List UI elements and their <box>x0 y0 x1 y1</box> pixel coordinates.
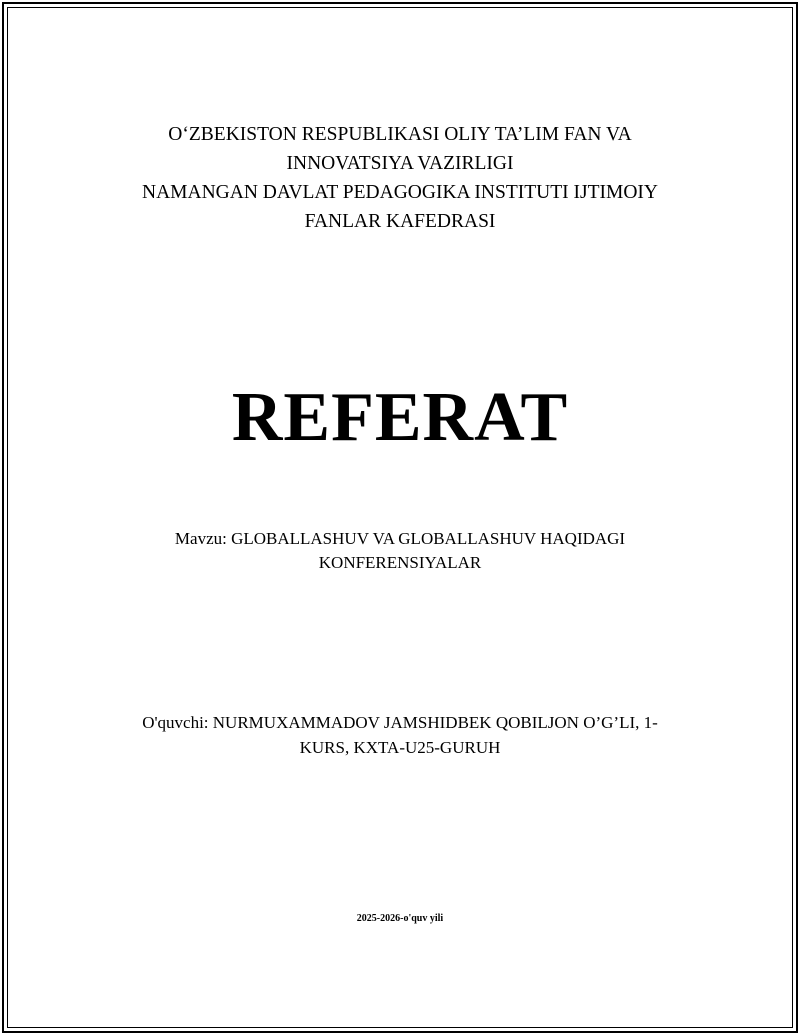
student-line: KURS, KXTA-U25-GURUH <box>299 738 501 757</box>
topic-line: KONFERENSIYALAR <box>318 553 482 572</box>
header-line: NAMANGAN DAVLAT PEDAGOGIKA INSTITUTI IJTIMOIY <box>142 182 658 203</box>
header-line: FANLAR KAFEDRASI <box>304 211 496 232</box>
student-line: O'quvchi: NURMUXAMMADOV JAMSHIDBEK QOBILJON O’G’LI, 1- <box>142 713 658 732</box>
academic-year: 2025-2026-o'quv yili <box>356 913 444 924</box>
ministry-header <box>0 120 800 236</box>
document-title: REFERAT <box>231 379 569 456</box>
header-line: O‘ZBEKISTON RESPUBLIKASI OLIY TA’LIM FAN VA <box>168 124 632 145</box>
student-info <box>0 710 800 760</box>
topic-line: Mavzu: GLOBALLASHUV VA GLOBALLASHUV HAQIDAGI <box>174 529 626 548</box>
header-line: INNOVATSIYA VAZIRLIGI <box>286 153 514 174</box>
topic <box>0 527 800 575</box>
